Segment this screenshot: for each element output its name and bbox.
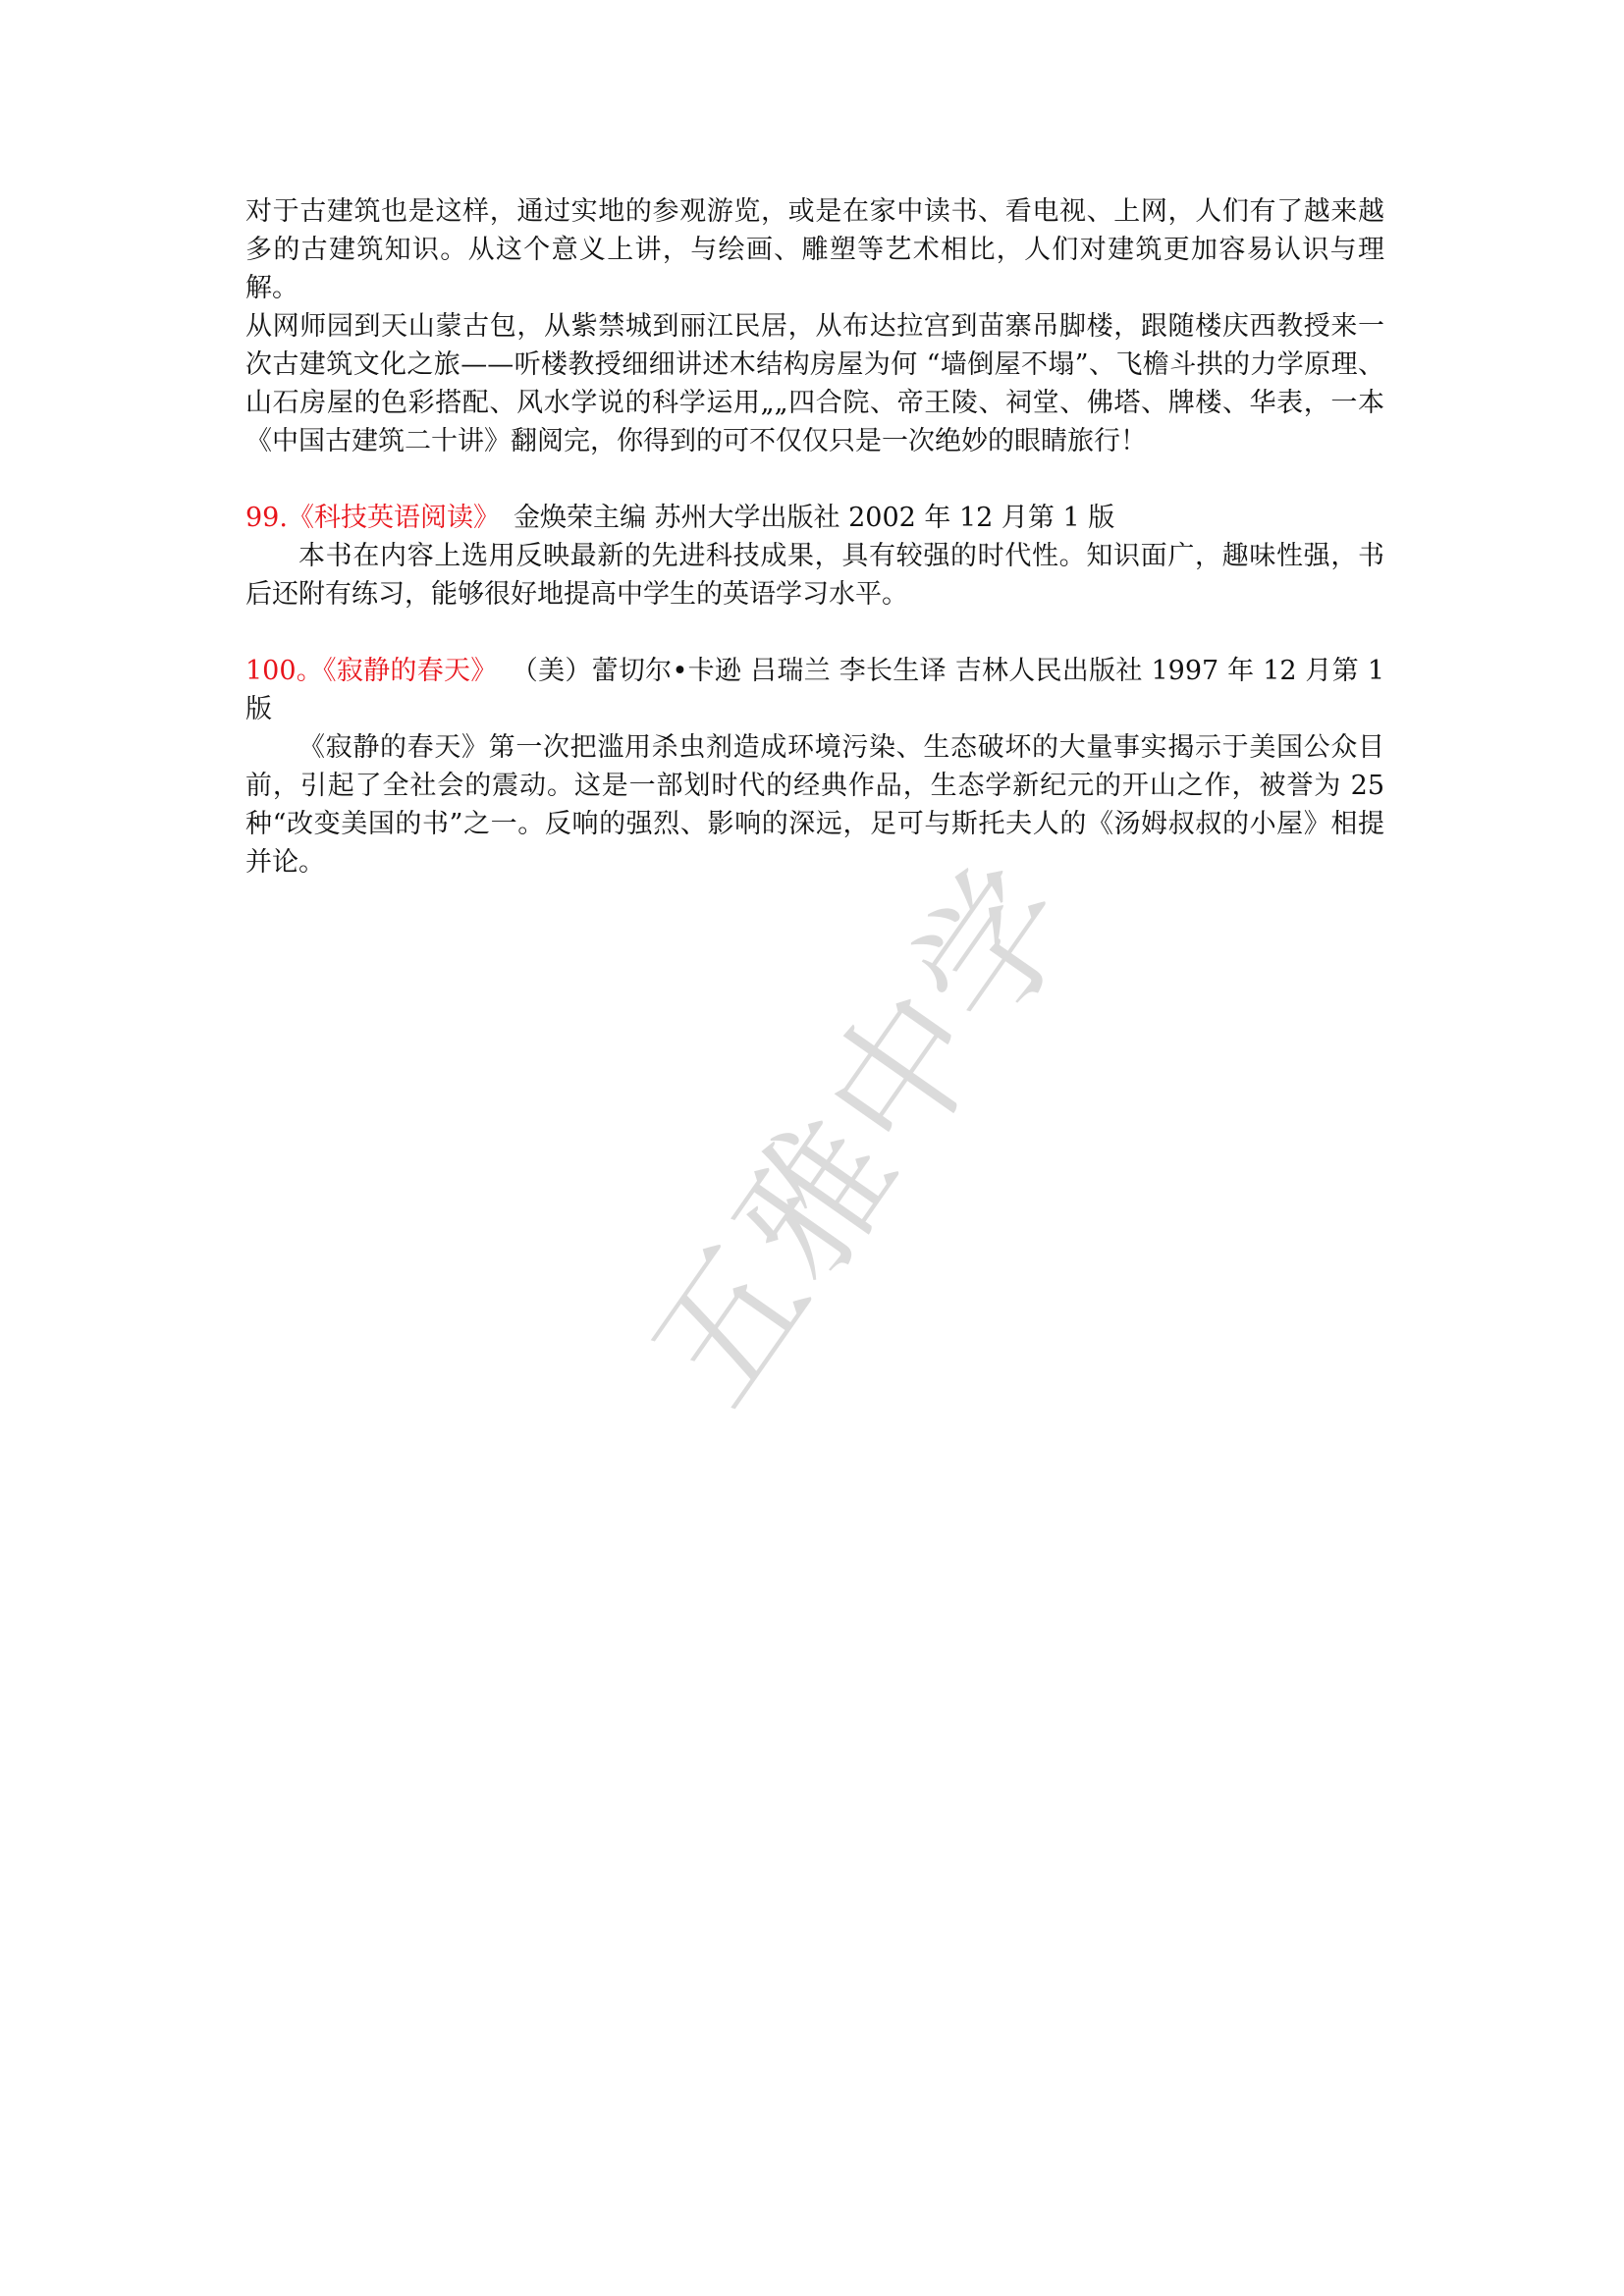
book-entry-info: 金焕荣主编 苏州大学出版社 2002 年 12 月第 1 版: [513, 503, 1115, 533]
book-entry-100: [245, 652, 1384, 881]
book-entry-heading: [245, 499, 1384, 537]
book-entry-number: 100。: [245, 656, 324, 686]
book-entry-description: 《寂静的春天》第一次把滥用杀虫剂造成环境污染、生态破坏的大量事实揭示于美国公众目前，引起了全社会的震动。这是一部划时代的经典作品，生态学新纪元的开山之作，被誉为 25 种“改变美国的书”之一。反响的强烈、影响的深远，足可与斯托夫人的《汤姆叔叔的小屋》相提并论。: [245, 732, 1384, 878]
book-entry-description: 本书在内容上选用反映最新的先进科技成果，具有较强的时代性。知识面广，趣味性强，书后还附有练习，能够很好地提高中学生的英语学习水平。: [245, 541, 1384, 610]
intro-paragraph-2: 从网师园到天山蒙古包，从紫禁城到丽江民居，从布达拉宫到苗寨吊脚楼，跟随楼庆西教授来一次古建筑文化之旅——听楼教授细细讲述木结构房屋为何 “墙倒屋不塌”、飞檐斗拱的力学原理、山石房屋的色彩搭配、风水学说的科学运用„„四合院、帝王陵、祠堂、佛塔、牌楼、华表，一本《中国古建筑二十讲》翻阅完，你得到的可不仅仅只是一次绝妙的眼睛旅行！: [245, 311, 1384, 456]
book-entry-title: 《科技英语阅读》: [287, 503, 500, 533]
book-entry-title: 《寂静的春天》: [323, 656, 498, 686]
book-entry-heading: [245, 652, 1384, 728]
intro-paragraph-1: 对于古建筑也是这样，通过实地的参观游览，或是在家中读书、看电视、上网，人们有了越来越多的古建筑知识。从这个意义上讲，与绘画、雕塑等艺术相比，人们对建筑更加容易认识与理解。: [245, 196, 1384, 303]
book-entry-99: [245, 499, 1384, 614]
book-entry-number: 99.: [245, 503, 288, 533]
document-body: [245, 192, 1384, 881]
school-watermark: 五雅中学: [618, 833, 1110, 1434]
book-entry-info: （美）蕾切尔•卡逊 吕瑞兰 李长生译 吉林人民出版社 1997 年 12 月第 1 版: [245, 656, 1384, 724]
